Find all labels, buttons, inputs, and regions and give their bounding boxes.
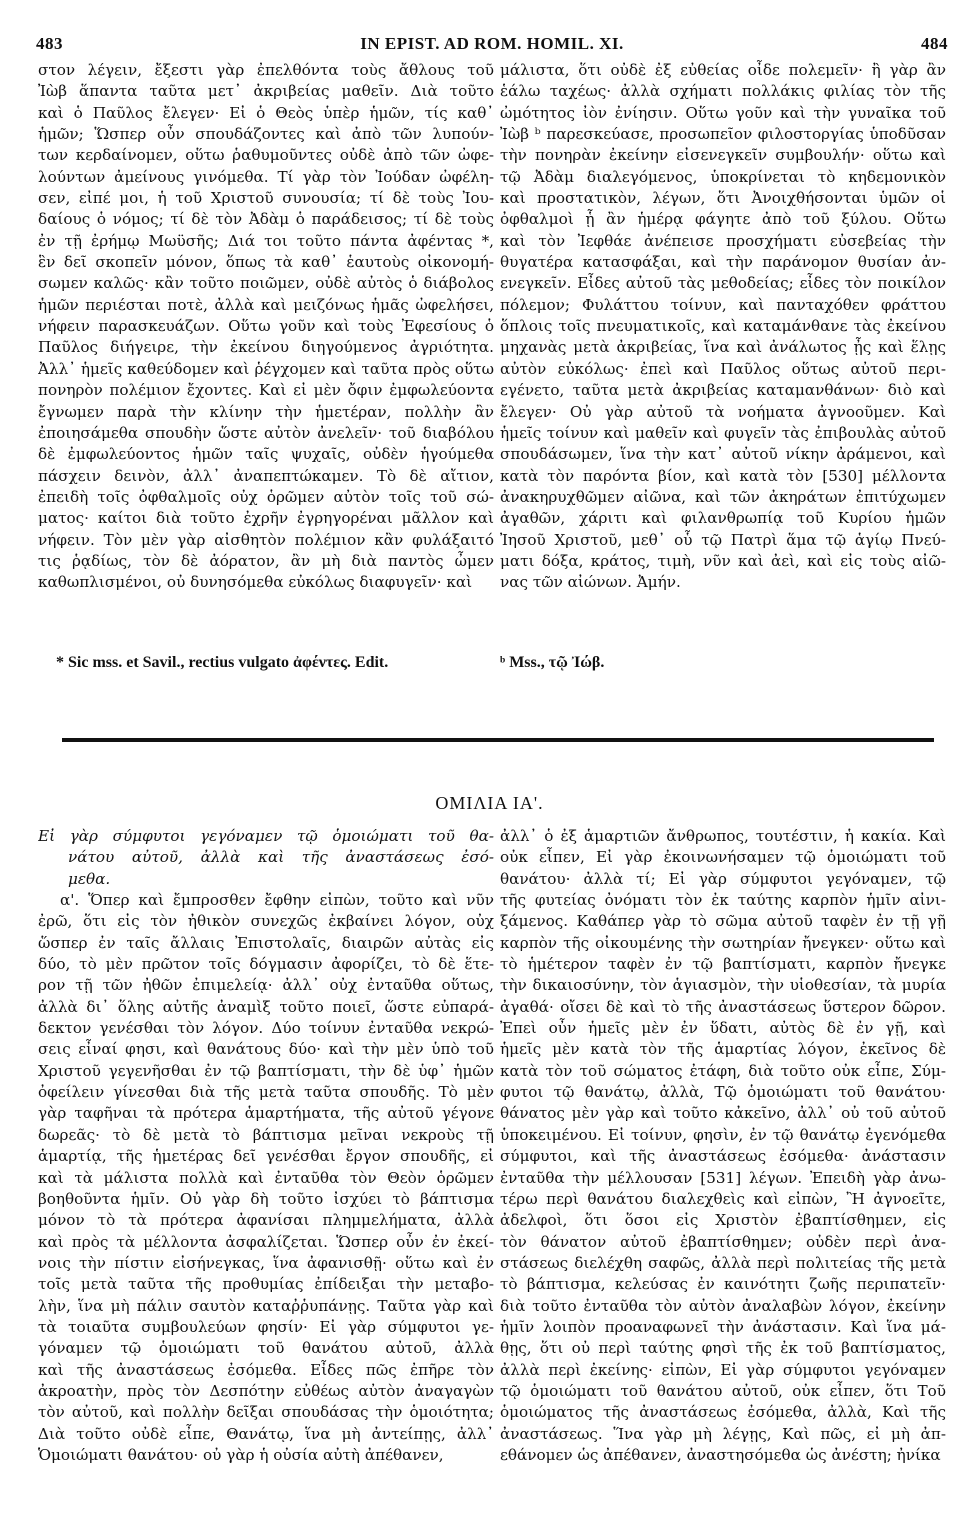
text-line: ἐπειδὴ τοῖς ὀφθαλμοῖς οὐχ ὁρῶμεν αὐτὸν τοῖς τοῦ σώ- [38, 487, 494, 506]
text-line: καὶ τὸν Ἰεφθάε ἀνέπεισε προσχήματι εὐσεβείας τὴν [500, 231, 946, 250]
text-line: τὸν αὐτοῦ, καὶ πολλὴν δεῖξαι σπουδάσας τὴν ὁμοιότητα; [38, 1403, 494, 1422]
text-line: ἀγαθά· οἴσει δὲ καὶ τὸ τῆς ἀναστάσεως ὕστερον δῶρον. [500, 997, 946, 1016]
text-line: Ὁμοιώματι θανάτου· οὐ γὰρ ἡ οὐσία αὐτὴ ἀπέθανεν, [38, 1445, 444, 1464]
text-line: ὀφθαλμοὶ ᾗ ἂν ἡμέρᾳ φάγητε ἀπὸ τοῦ ξύλου. Οὕτω [500, 210, 946, 229]
page-number-right: 484 [921, 34, 948, 53]
text-line: ἡμεῖς μὲν κατὰ τὸν τῆς ἁμαρτίας λόγον, ἐκεῖνος δὲ [500, 1040, 946, 1059]
running-title: IN EPIST. AD ROM. HOMIL. XI. [360, 34, 624, 53]
text-line: ἐποιησάμεθα σπουδὴν ὥστε αὐτὸν ἀνελεῖν· τοῦ διαβόλου [38, 423, 494, 442]
text-line: ὑποκειμένου. Εἰ τοίνυν, φησὶν, ἐν τῷ θανάτῳ ἐγενόμεθα [500, 1125, 946, 1144]
text-line: ἡμεῖς τοίνυν καὶ μαθεῖν καὶ φυγεῖν τὰς ἐπιβουλὰς αὐτοῦ [500, 423, 946, 442]
text-line: ὥσπερ ἐν ταῖς ἄλλαις Ἐπιστολαῖς, διαιρῶν αὐτὰς εἰς [38, 933, 494, 952]
text-line: ὅπλοις τοῖς πνευματικοῖς, καὶ καταμάνθανε τὰς ἐκείνου [500, 317, 946, 336]
text-line: μηχανὰς μετὰ ἀκριβείας, ἵνα καὶ ἀνάλωτος ᾖς καὶ ἕλῃς [500, 338, 946, 357]
text-line: δαίους ὁ νόμος; τί δὲ τὸν Ἀδὰμ ὁ παράδεισος; τί δὲ τοὺς [38, 210, 494, 229]
text-line: σεις εἶναί φησι, καὶ θανάτους δύο· καὶ τὴν μὲν ὑπὸ τοῦ [38, 1040, 494, 1059]
text-line: σεν, εἰπέ μοι, ἡ τοῦ Χριστοῦ συνουσία; τί δὲ τοὺς Ἰου- [38, 189, 494, 208]
text-line: Ἰὼβ ἅπαντα ταῦτα μετ᾽ ἀκριβείας μαθεῖν. Διὰ τοῦτο [38, 82, 494, 101]
text-line: θανάτου· ἀλλὰ τί; Εἰ γὰρ σύμφυτοι γεγόναμεν, τῷ [500, 869, 946, 888]
text-line: Ἰὼβ ᵇ παρεσκεύασε, προσωπεῖον φιλοστοργίας ὑποδῦσαν [500, 125, 946, 144]
text-line: ὠμότητος ἰὸν ἐνίησιν. Οὕτω γοῦν καὶ τὴν γυναῖκα τοῦ [500, 103, 946, 122]
text-line: ἐν τῇ ἐρήμῳ Μωϋσῆς; Διά τοι τοῦτο πάντα ἀφέντας *, [38, 231, 494, 250]
text-line: αὐτὸν εὐκόλως· ἐπεὶ καὶ Παῦλος οὕτως αὐτοῦ περι- [500, 359, 946, 378]
text-line: σωμεν καλῶς· κἂν τοῦτο ποιῶμεν, οὐδὲ αὐτὸς ὁ διάβολος [38, 274, 494, 293]
text-line: πόλεμον; Φυλάττου τοίνυν, καὶ πανταχόθεν φράττου [500, 295, 946, 314]
text-line: ἀδελφοὶ, ὅτι ὅσοι εἰς Χριστὸν ἐβαπτίσθημεν, εἰς [500, 1211, 946, 1230]
text-line: ἀκροατὴν, πρὸς τὸν Δεσπότην εὐθέως αὐτὸν ἀναγαγὼν [38, 1381, 494, 1400]
text-line: καὶ προστατικὸν, λέγων, ὅτι Ἀνοιχθήσονται ὑμῶν οἱ [500, 189, 946, 208]
running-header [36, 34, 948, 56]
text-line: ὀφείλειν γίνεσθαι διὰ τῆς μετὰ ταῦτα σπουδῆς. Τὸ μὲν [38, 1083, 494, 1102]
text-line: θάνατος μὲν γὰρ καὶ τοῦτο κἀκεῖνο, ἀλλ᾽ οὐ τοῦ αὐτοῦ [500, 1104, 946, 1123]
text-line: ἀναστάσεως. Ἵνα γὰρ μὴ λέγῃς, Καὶ πῶς, εἰ μὴ ἀπ- [500, 1424, 946, 1443]
text-line: τὴν δικαιοσύνην, τὸν ἁγιασμὸν, τὴν υἱοθεσίαν, τὰ μυρία [500, 976, 946, 995]
text-line: των κερδαίνομεν, οὕτω ῥαθυμοῦντες οὐδὲ ἀπὸ τῶν ὠφε- [38, 146, 494, 165]
text-line: δεκτον γενέσθαι τὸν λόγον. Δύο τοίνυν ἐνταῦθα νεκρώ- [38, 1019, 494, 1038]
text-line: πονηρὸν πολέμιον ἔχοντες. Καὶ εἰ μὲν ὄφιν ἐμφωλεύοντα [38, 381, 494, 400]
text-line: δὲ ἐμφωλεύοντος ἡμῶν ταῖς ψυχαῖς, οὐδὲν ἡγούμεθα [38, 445, 494, 464]
text-line: καρπὸν τῆς οἰκουμένης τὴν σωτηρίαν ἤνεγκεν· οὕτω καὶ [500, 933, 946, 952]
text-line: τὴν πονηρὰν ἐκείνην εἰσενεγκεῖν συμβουλήν· οὕτω καὶ [500, 146, 946, 165]
text-line: ενεγκεῖν. Εἶδες αὐτοῦ τὰς μεθοδείας; εἶδες τὸν ποικίλον [500, 274, 946, 293]
text-line: ἔλεγεν· Οὐ γὰρ αὐτοῦ τὰ νοήματα ἀγνοοῦμεν. Καὶ [500, 402, 946, 421]
text-line: καὶ ὁ Παῦλος ἔλεγεν· Εἰ ὁ Θεὸς ὑπὲρ ἡμῶν, τίς καθ᾽ [38, 103, 494, 122]
text-line: φυτοι τῷ θανάτῳ, ἀλλὰ, Τῷ ὁμοιώματι τοῦ θανάτου· [500, 1083, 946, 1102]
bottom-left-column [38, 826, 494, 1530]
text-line: θυγατέρα κατασφάξαι, καὶ τὴν παράνομον θυσίαν ἀν- [500, 253, 946, 272]
text-line: ματι δόξα, κράτος, τιμὴ, νῦν καὶ ἀεὶ, καὶ εἰς τοὺς αἰῶ- [500, 551, 946, 570]
text-line: γὰρ ταφῆναι τὰ πρότερα ἁμαρτήματα, τῆς αὐτοῦ γέγονε [38, 1104, 494, 1123]
section-divider-rule [62, 738, 934, 742]
text-line: τὸ ἡμέτερον ταφὲν ἐν τῷ βαπτίσματι, καρπὸν ἤνεγκε [500, 955, 946, 974]
top-left-column [38, 60, 494, 638]
text-line: τοῖς μετὰ ταῦτα τῆς προθυμίας ἐπίδειξαι τὴν μεταβο- [38, 1275, 494, 1294]
text-line: δωρεᾶς· τὸ δὲ μετὰ τὸ βάπτισμα μεῖναι νεκροὺς τῇ [38, 1125, 494, 1144]
text-line: καὶ τὰ μάλιστα πολλὰ καὶ ἐνταῦθα τὸν Θεὸν ὁρῶμεν [38, 1168, 494, 1187]
top-right-column [500, 60, 946, 638]
bottom-right-column [500, 826, 946, 1530]
text-line: καὶ τῆς ἀναστάσεως ἐσόμεθα. Εἶδες πῶς ἐπῆρε τὸν [38, 1360, 494, 1379]
text-line: α'. Ὅπερ καὶ ἔμπροσθεν ἔφθην εἰπὼν, τοῦτο καὶ νῦν [60, 891, 494, 910]
text-line: Χριστοῦ γεγενῆσθαι ἐν τῷ βαπτίσματι, τὴν δὲ ὑφ᾽ ἡμῶν [38, 1061, 494, 1080]
text-line: δύο, τὸ μὲν πρῶτον τοῖς δόγμασιν ἀφορίζει, τὸ δὲ ἕτε- [38, 955, 494, 974]
text-line: ἑάλω ταχέως· ἀλλὰ σχήματι πολλάκις φιλίας τὸν τῆς [500, 82, 946, 101]
text-line: ἁμαρτίᾳ, τῆς ἡμετέρας δεῖ γενέσθαι ἔργον σπουδῆς, εἰ [38, 1147, 494, 1166]
text-line: νας τῶν αἰώνων. Ἀμήν. [500, 573, 681, 592]
text-line: κατὰ τὸν τοῦ σώματος ἐτάφη, διὰ τοῦτο οὐκ εἶπε, Σύμ- [500, 1061, 946, 1080]
text-line: μόνον τὸ τὰ πρότερα ἀφανίσαι πλημμελήματα, ἀλλὰ [38, 1211, 494, 1230]
text-line: ἡμῖν λοιπὸν προαναφωνεῖ τὴν ἀνάστασιν. Καὶ ἵνα μά- [500, 1317, 946, 1336]
text-line: ἡμῶν περιέσται ποτὲ, ἀλλὰ καὶ μειζόνως ἡμᾶς ὠφελήσει, [38, 295, 494, 314]
text-line: ἀλλ᾽ ὁ ἐξ ἁμαρτιῶν ἄνθρωπος, τουτέστιν, ἡ κακία. Καὶ [500, 827, 946, 845]
text-line: ρον τῇ τῶν ἠθῶν ἐπιμελείᾳ· ἀλλ᾽ οὐχ ἐνταῦθα οὕτως, [38, 976, 494, 995]
text-line: γόναμεν τῷ ὁμοιώματι τοῦ θανάτου αὐτοῦ, ἀλλὰ [38, 1339, 494, 1358]
text-line: Ἐπεὶ οὖν ἡμεῖς μὲν ἐν ὕδατι, αὐτὸς δὲ ἐν γῇ, καὶ [500, 1019, 946, 1038]
text-line: νοις τὴν πίστιν εἰσήνεγκας, ἵνα ἀφανισθῇ· οὕτω καὶ ἐν [38, 1253, 494, 1272]
text-line: Διὰ τοῦτο οὐδὲ εἶπε, Θανάτῳ, ἵνα μὴ ἀντείπῃς, ἀλλ᾽ [38, 1424, 494, 1443]
text-line: τις ῥᾳδίως, τὸν δὲ ἀόρατον, ἂν μὴ διὰ παντὸς ὦμεν [38, 551, 494, 570]
text-line: ξάμενος. Καθάπερ γὰρ τὸ σῶμα αὐτοῦ ταφὲν ἐν τῇ γῇ [500, 912, 946, 931]
text-line: εγένετο, ταῦτα μετὰ ἀκριβείας καταμανθάνων· διὸ καὶ [500, 381, 946, 400]
text-line: καὶ πρὸς τὰ μέλλοντα ἀσφαλίζεται. Ὥσπερ οὖν ἐν ἐκεί- [38, 1232, 494, 1251]
text-line: οὐκ εἶπεν, Εἰ γὰρ ἐκοινωνήσαμεν τῷ ὁμοιώματι τοῦ [500, 848, 946, 867]
text-line: Ἀλλ᾽ ἡμεῖς καθεύδομεν καὶ ῥέγχομεν καὶ ταῦτα πρὸς οὕτω [38, 359, 494, 378]
text-line: ἐνταῦθα τὴν μέλλουσαν [531] λέγων. Ἐπειδὴ γὰρ ἀνω- [500, 1168, 946, 1187]
text-line: ἀνακηρυχθῶμεν αἰῶνα, καὶ τῶν ἀκηράτων ἐπιτύχωμεν [500, 487, 946, 506]
text-line: βοηθοῦντα ἡμῖν. Οὐ γὰρ δὴ τοῦτο ἰσχύει τὸ βάπτισμα [38, 1189, 494, 1208]
text-line: τῆς φυτείας ὀνόματι τὸν ἐκ ταύτης καρπὸν ἡμῖν αἰνι- [500, 891, 946, 910]
text-line: στάσεως διελέχθη σαφῶς, ἀλλὰ περὶ πολιτείας τῆς μετὰ [500, 1253, 946, 1272]
text-line: μεθα. [68, 869, 111, 888]
text-line: ἓν δεῖ σκοπεῖν μόνον, ὅπως τὰ καθ᾽ ἑαυτοὺς οἰκονομή- [38, 253, 494, 272]
text-line: σπουδάσωμεν, ἵνα τὴν κατ᾽ αὐτοῦ νίκην ἀράμενοι, καὶ [500, 445, 946, 464]
text-line: Παῦλος διήγειρε, τὴν ἐκείνου διηγούμενος ἀγριότητα. [38, 338, 494, 357]
text-line: ἔγνωμεν παρὰ τὴν κλίνην τὴν ἡμετέραν, πολλὴν ἂν [38, 402, 494, 421]
text-line: καθωπλισμένοι, οὐ δυνησόμεθα εὐκόλως διαφυγεῖν· καὶ [38, 573, 473, 592]
text-line: θῃς, ὅτι οὐ περὶ ταύτης φησὶ τῆς ἐκ τοῦ βαπτίσματος, [500, 1339, 946, 1358]
text-line: τῷ ὁμοιώματι τοῦ θανάτου αὐτοῦ, οὐκ εἶπεν, ὅτι Τοῦ [500, 1381, 946, 1400]
text-line: ἀλλὰ περὶ ἐκείνης· εἰπὼν, Εἰ γὰρ σύμφυτοι γεγόναμεν [500, 1360, 946, 1379]
text-line: ἡμῶν; Ὥσπερ οὖν σπουδάζοντες καὶ ἀπὸ τῶν λυπούν- [38, 125, 494, 144]
text-line: λὴν, ἵνα μὴ πάλιν σαυτὸν καταῤῥυπάνῃς. Ταῦτα γὰρ καὶ [38, 1296, 494, 1315]
text-line: ἀγαθῶν, χάριτι καὶ φιλανθρωπίᾳ τοῦ Κυρίου ἡμῶν [500, 509, 946, 528]
text-line: τὸν θάνατον αὐτοῦ ἐβαπτίσθημεν; οὐδὲν περὶ ἀνα- [500, 1232, 946, 1251]
text-line: κατὰ τὸν παρόντα βίον, καὶ κατὰ τὸν [530] μέλλοντα [500, 466, 946, 485]
text-line: εθάνομεν ὡς ἀπέθανεν, ἀναστησόμεθα ὡς ἀνέστη; ἠνίκα [500, 1445, 941, 1464]
text-line: διὰ τοῦτο ἐνταῦθα τὸν αὐτὸν ἀναλαβὼν λόγον, ἐκείνην [500, 1296, 946, 1315]
text-line: Ἰησοῦ Χριστοῦ, μεθ᾽ οὗ τῷ Πατρὶ ἅμα τῷ ἁγίῳ Πνεύ- [500, 530, 946, 549]
text-line: στον λέγειν, ἔξεστι γὰρ ἐπελθόντα τοὺς ἄθλους τοῦ [38, 61, 494, 79]
footnote-left: * Sic mss. et Savil., rectius vulgato ἀφέντες. Edit. [56, 654, 389, 671]
text-line: τὸ βάπτισμα, κελεύσας ἐν καινότητι ζωῆς περιπατεῖν· [500, 1275, 946, 1294]
footnote-right: ᵇ Mss., τῷ Ἰώβ. [500, 654, 605, 671]
text-line: λούντων ἀμείνους γινόμεθα. Τί γὰρ τὸν Ἰούδαν ὠφέλη- [38, 167, 494, 186]
text-line: Εἰ γὰρ σύμφυτοι γεγόναμεν τῷ ὁμοιώματι τοῦ θα- [38, 827, 494, 845]
text-line: νήφειν παρασκευάζων. Οὕτω γοῦν καὶ τοὺς Ἐφεσίους ὁ [38, 317, 494, 336]
homily-heading: ΟΜΙΛΙΑ ΙΑ'. [435, 793, 544, 813]
text-line: τέρω περὶ θανάτου διαλεχθεὶς καὶ εἰπὼν, Ἢ ἀγνοεῖτε, [500, 1189, 946, 1208]
text-line: ἀλλὰ δι᾽ ὅλης αὐτῆς ἀναμὶξ τοῦτο ποιεῖ, ὥστε εὐπαρά- [38, 997, 494, 1016]
text-line: τὰ τοιαῦτα συμβουλεύων φησίν· Εἰ γὰρ σύμφυτοι γε- [38, 1317, 494, 1336]
text-line: ὁμοιώματος τῆς ἀναστάσεως ἐσόμεθα, ἀλλὰ, Καὶ τῆς [500, 1403, 946, 1422]
text-line: νάτου αὐτοῦ, ἀλλὰ καὶ τῆς ἀναστάσεως ἐσό- [68, 848, 494, 867]
text-line: ματος· καίτοι διὰ τοῦτο ἐχρῆν ἐγρηγορέναι μᾶλλον καὶ [38, 509, 494, 528]
page-number-left: 483 [36, 34, 63, 53]
text-line: πάσχειν δεινὸν, ἀλλ᾽ ἀναπεπτώκαμεν. Τὸ δὲ αἴτιον, [38, 466, 494, 485]
text-line: τῷ Ἀδὰμ διαλεγόμενος, ὑποκρίνεται τὸ κηδεμονικὸν [500, 167, 946, 186]
text-line: σύμφυτοι, καὶ τῆς ἀναστάσεως ἐσόμεθα· ἀνάστασιν [500, 1147, 946, 1166]
text-line: μάλιστα, ὅτι οὐδὲ ἐξ εὐθείας οἶδε πολεμεῖν· ἢ γὰρ ἂν [500, 61, 946, 79]
text-line: ἐρῶ, ὅτι εἰς τὸν ἠθικὸν συνεχῶς ἐκβαίνει λόγον, οὐχ [38, 912, 494, 931]
text-line: νήφειν. Τὸν μὲν γὰρ αἰσθητὸν πολέμιον κἂν φυλάξαιτό [38, 530, 494, 549]
